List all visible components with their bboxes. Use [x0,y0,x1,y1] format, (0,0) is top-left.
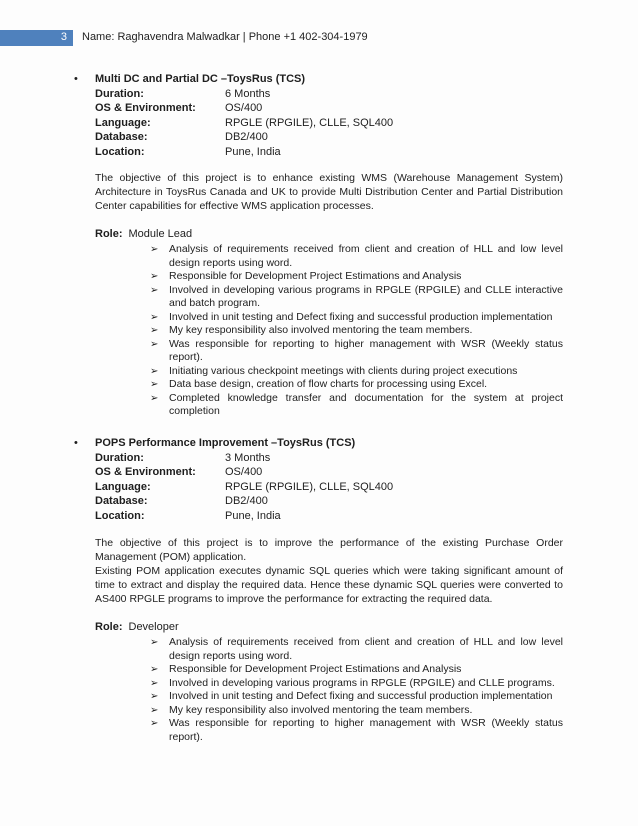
field-label-language: Language: [95,117,151,129]
arrow-bullet-icon: ➢ [150,677,159,689]
responsibilities-list [150,636,563,744]
project-title: Multi DC and Partial DC –ToysRus (TCS) [95,73,306,85]
arrow-bullet-icon: ➢ [150,718,159,729]
field-value-location: Pune, India [225,146,281,158]
role-value: Module Lead [128,228,193,240]
list-item: ➢ Was responsible for reporting to higher management with WSR (Weekly status report). [150,337,563,363]
page-number-box [0,30,73,46]
list-item: ➢ Responsible for Development Project Estimations and Analysis [150,663,462,675]
arrow-bullet-icon: ➢ [150,392,159,404]
bullet-icon: • [74,73,78,85]
field-value-os: OS/400 [225,466,263,478]
page-number: 3 [60,31,67,43]
field-value-language: RPGLE (RPGILE), CLLE, SQL400 [225,117,394,129]
field-label-language: Language: [95,481,151,493]
role-line [95,228,192,240]
field-label-database: Database: [95,131,148,143]
field-label-os: OS & Environment: [95,102,196,114]
bullet-icon: • [74,437,78,449]
project-description-2: Existing POM application executes dynamic SQL queries which were taking significant amount of time to extract and display the required data. Hence these dynamic SQL queries were converted to AS400 RPGLE programs to improve the performance for extracting the required data. [95,565,563,605]
list-item: ➢ Involved in developing various programs in RPGLE (RPGILE) and CLLE programs. [150,676,555,689]
list-item: ➢ Analysis of requirements received from client and creation of HLL and low level design reports using word. [150,636,563,662]
arrow-bullet-icon: ➢ [150,704,159,716]
arrow-bullet-icon: ➢ [150,338,159,350]
responsibilities-list [150,243,563,419]
project-description: The objective of this project is to enhance existing WMS (Warehouse Management System) Architecture in ToysRus Canada and UK to provide Multi Distribution Center and Partial Distribution Center capabilities for effective WMS application processes. [95,172,563,212]
role-value: Developer [128,621,179,633]
field-value-duration: 3 Months [225,452,271,464]
field-value-duration: 6 Months [225,88,271,100]
list-item: ➢ Involved in unit testing and Defect fixing and successful production implementation [150,690,553,702]
arrow-bullet-icon: ➢ [150,271,159,282]
arrow-bullet-icon: ➢ [150,284,159,296]
field-label-location: Location: [95,146,145,158]
list-item: ➢ Completed knowledge transfer and documentation for the system at project completion [150,391,563,417]
list-item: ➢ My key responsibility also involved mentoring the team members. [150,324,473,336]
field-value-os: OS/400 [225,102,263,114]
arrow-bullet-icon: ➢ [150,691,159,702]
arrow-bullet-icon: ➢ [150,637,159,648]
list-item: ➢ Involved in unit testing and Defect fixing and successful production implementation [150,310,553,323]
list-item: ➢ Responsible for Development Project Estimations and Analysis [150,270,462,282]
field-value-language: RPGLE (RPGILE), CLLE, SQL400 [225,481,394,493]
field-label-duration: Duration: [95,452,144,464]
list-item: ➢ Data base design, creation of flow charts for processing using Excel. [150,378,488,390]
role-line [95,621,179,633]
field-value-database: DB2/400 [225,495,268,507]
field-label-duration: Duration: [95,88,144,100]
list-item: ➢ Involved in developing various programs in RPGLE (RPGILE) and CLLE interactive and batch program. [150,283,563,309]
arrow-bullet-icon: ➢ [150,311,159,323]
field-label-os: OS & Environment: [95,466,196,478]
arrow-bullet-icon: ➢ [150,325,159,336]
field-label-database: Database: [95,495,148,507]
list-item: ➢ Was responsible for reporting to higher management with WSR (Weekly status report). [150,717,563,743]
field-label-location: Location: [95,510,145,522]
field-value-location: Pune, India [225,510,281,522]
arrow-bullet-icon: ➢ [150,664,159,675]
page-header [0,30,638,46]
arrow-bullet-icon: ➢ [150,379,159,390]
project-description: The objective of this project is to improve the performance of the existing Purchase Order Management (POM) application. [95,537,563,563]
list-item: ➢ Analysis of requirements received from client and creation of HLL and low level design reports using word. [150,243,563,269]
list-item: ➢ My key responsibility also involved mentoring the team members. [150,703,473,716]
role-label: Role: [95,228,123,240]
arrow-bullet-icon: ➢ [150,365,159,377]
project-title: POPS Performance Improvement –ToysRus (TCS) [95,437,356,449]
list-item: ➢ Initiating various checkpoint meetings with clients during project executions [150,364,518,377]
field-value-database: DB2/400 [225,131,268,143]
header-contact: Name: Raghavendra Malwadkar | Phone +1 402-304-1979 [82,31,368,43]
role-label: Role: [95,621,123,633]
arrow-bullet-icon: ➢ [150,244,159,255]
